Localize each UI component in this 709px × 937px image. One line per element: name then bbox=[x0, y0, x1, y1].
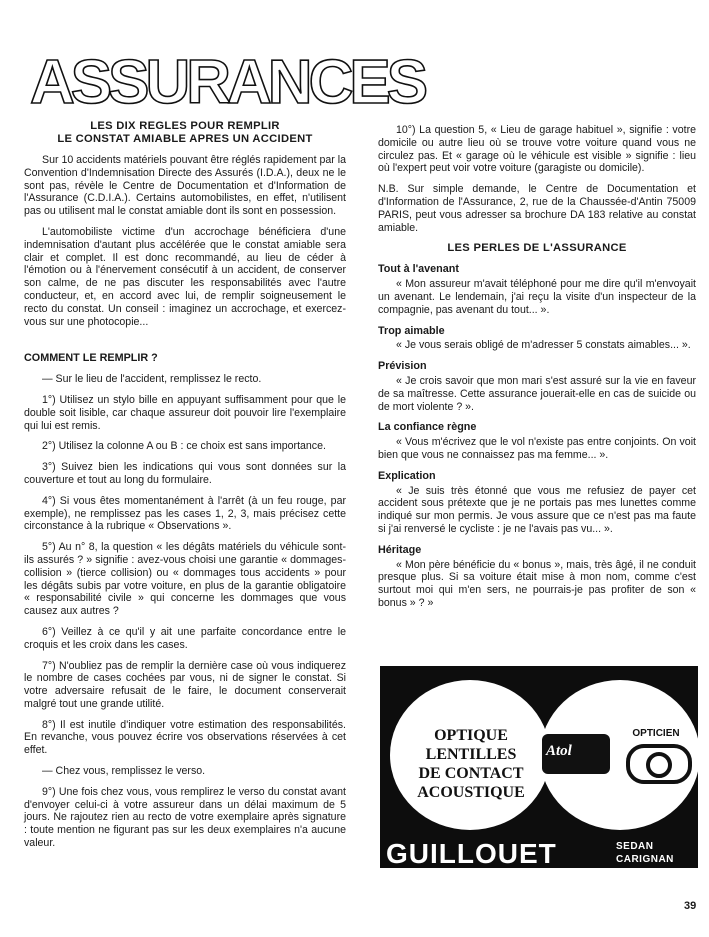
section-heading-comment: COMMENT LE REMPLIR ? bbox=[24, 352, 158, 365]
nb-note: N.B. Sur simple demande, le Centre de Documentation et d'Information de l'Assurance, 2, rue de la Chaussée-d'Antin 75009 PARIS, peut vous adresser sa brochure DA 183 relative au constat amiable. bbox=[378, 183, 696, 234]
ad-city: CARIGNAN bbox=[616, 854, 674, 865]
ad-footer bbox=[380, 838, 698, 868]
ad-line: LENTILLES bbox=[425, 746, 517, 763]
perle-title: La confiance règne bbox=[378, 421, 477, 434]
rule-7: 7°) N'oubliez pas de remplir la dernière case où vous indiquerez le nombre de cases cochées par vous, ni de signer le constat. Si votre adversaire refusait de le faire, le document conserverait malgré tout une grande utilité. bbox=[24, 659, 346, 710]
rule-9: 9°) Une fois chez vous, vous remplirez le verso du constat avant d'envoyer celui-ci à votre assureur dans un délai maximum de 5 jours. Ne rajoutez rien au recto de votre exemplaire après signature : toute mention ne figurant pas sur les deux exemplaires n'a aucune valeur. bbox=[24, 785, 346, 850]
page-title: ASSURANCES bbox=[30, 48, 425, 117]
perle-text: « Je vous serais obligé de m'adresser 5 constats aimables... ». bbox=[396, 339, 691, 352]
advertisement bbox=[380, 666, 698, 868]
perle-title: Prévision bbox=[378, 360, 427, 373]
rule-4: 4°) Si vous êtes momentanément à l'arrêt (à un feu rouge, par exemple), ne remplissez pas les cases 1, 2, 3, mais précisez cette circonstance à la rubrique « Observations ». bbox=[24, 494, 346, 533]
ad-city: SEDAN bbox=[616, 841, 654, 852]
perle-text: « Je suis très étonné que vous me refusiez de payer cet accident sous prétexte que je ne portais pas mes lunettes comme indiqué sur mon permis. Je vous assure que ce n'est pas ma faute si j'ai renversé le cycliste : je ne l'avais pas vu... ». bbox=[378, 484, 696, 535]
right-column bbox=[378, 124, 696, 618]
ad-line: DE CONTACT bbox=[418, 765, 524, 782]
paragraph: Sur 10 accidents matériels pouvant être réglés rapidement par la Convention d'Indemnisation Directe des Assurés (I.D.A.), deux ne le sont pas, révèle le Centre de Documentation et d'Information de l'Assurance (C.D.I.A.). Certains automobilistes, en effet, n'utilisent pas ou utilisent mal le constat amiable dont ils sont en possession. bbox=[24, 154, 346, 218]
paragraph: L'automobiliste victime d'un accrochage bénéficiera d'une indemnisation d'autant plus accélérée que le constat amiable sera clair et complet. Il est donc recommandé, au lieu de céder à l'émotion ou à l'énervement consécutif à un accident, de conserver son calme, de ne pas discuter les responsabilités avec l'autre conducteur, et, en accord avec lui, de remplir soigneusement le recto du constat. Un conseil : imaginez un accrochage, et exercez-vous sur une photocopie... bbox=[24, 225, 346, 328]
left-column bbox=[24, 120, 346, 858]
heading-line: LE CONSTAT AMIABLE APRES UN ACCIDENT bbox=[57, 133, 313, 145]
rule-8: 8°) Il est inutile d'indiquer votre estimation des responsabilités. En revanche, vous pouvez écrire vos observations réservées à cet effet. bbox=[24, 718, 346, 757]
perle-text: « Vous m'écrivez que le vol n'existe pas entre conjoints. On voit bien que vous ne connaissez pas ma femme... ». bbox=[378, 436, 696, 461]
rule-3: 3°) Suivez bien les indications qui vous sont données sur la couverture et tout au long du formulaire. bbox=[24, 461, 346, 486]
page-number: 39 bbox=[684, 900, 697, 912]
perle-title: Trop aimable bbox=[378, 324, 445, 337]
perle-title: Explication bbox=[378, 469, 436, 482]
rule-6: 6°) Veillez à ce qu'il y ait une parfaite concordance entre le croquis et les croix dans les cases. bbox=[24, 625, 346, 651]
rule-10: 10°) La question 5, « Lieu de garage habituel », signifie : votre domicile ou autre lieu où se trouve votre voiture quand vous ne circulez pas. Et « garage où le véhicule est visible » signifie : lieu où l'expert peut voir votre voiture (garagiste ou domicile). bbox=[378, 124, 696, 175]
atol-logo bbox=[542, 734, 610, 774]
rule-5: 5°) Au n° 8, la question « les dégâts matériels du véhicule sont-ils assurés ? » signifie : avez-vous choisi une garantie « dommages-collision » (tierce collision) ou « dommages tous accidents » pour les dégâts subis par votre voiture, en plus de la garantie obligatoire « responsabilité civile » qui concerne les dommages que vous causez aux autres ? bbox=[24, 541, 346, 618]
perle-title: Tout à l'avenant bbox=[378, 263, 459, 276]
rule-2: 2°) Utilisez la colonne A ou B : ce choix est sans importance. bbox=[42, 440, 326, 453]
paragraph: — Chez vous, remplissez le verso. bbox=[42, 765, 206, 778]
section-heading-regles bbox=[24, 120, 346, 146]
ad-shop-name: GUILLOUET bbox=[386, 838, 557, 869]
atol-brand: Atol bbox=[546, 743, 572, 759]
ad-line: OPTIQUE bbox=[434, 727, 508, 744]
rule-1: 1°) Utilisez un stylo bille en appuyant suffisamment pour que le double soit lisible, car chaque assureur doit pouvoir lire l'exemplaire qui lui est remis. bbox=[24, 393, 346, 432]
watermark-stamp bbox=[326, 438, 362, 478]
ad-line: ACOUSTIQUE bbox=[417, 784, 525, 801]
opticien-logo-icon bbox=[626, 744, 692, 784]
perle-text: « Mon assureur m'avait téléphoné pour me dire qu'il m'envoyait un avenant. Le lendemain, j'ai reçu la visite d'un inspecteur de la compagnie, pas avenant du tout... ». bbox=[378, 278, 696, 316]
perle-title: Héritage bbox=[378, 543, 422, 556]
ad-services bbox=[396, 726, 546, 802]
heading-line: LES DIX REGLES POUR REMPLIR bbox=[90, 120, 280, 132]
perle-text: « Mon père bénéficie du « bonus », mais, très âgé, il ne conduit presque plus. Si sa voiture était mise à mon nom, comme c'est surtout moi qui m'en sers, ne pourrais-je pas profiter de son « bonus » ? » bbox=[378, 558, 696, 609]
perle-text: « Je crois savoir que mon mari s'est assuré sur la vie en faveur de sa maîtresse. Cette assurance jouerait-elle en cas de suicide ou de mort violente ? ». bbox=[378, 374, 696, 413]
paragraph: — Sur le lieu de l'accident, remplissez le recto. bbox=[42, 373, 262, 386]
opticien-label: OPTICIEN bbox=[632, 728, 680, 739]
section-heading-perles: LES PERLES DE L'ASSURANCE bbox=[447, 242, 627, 255]
